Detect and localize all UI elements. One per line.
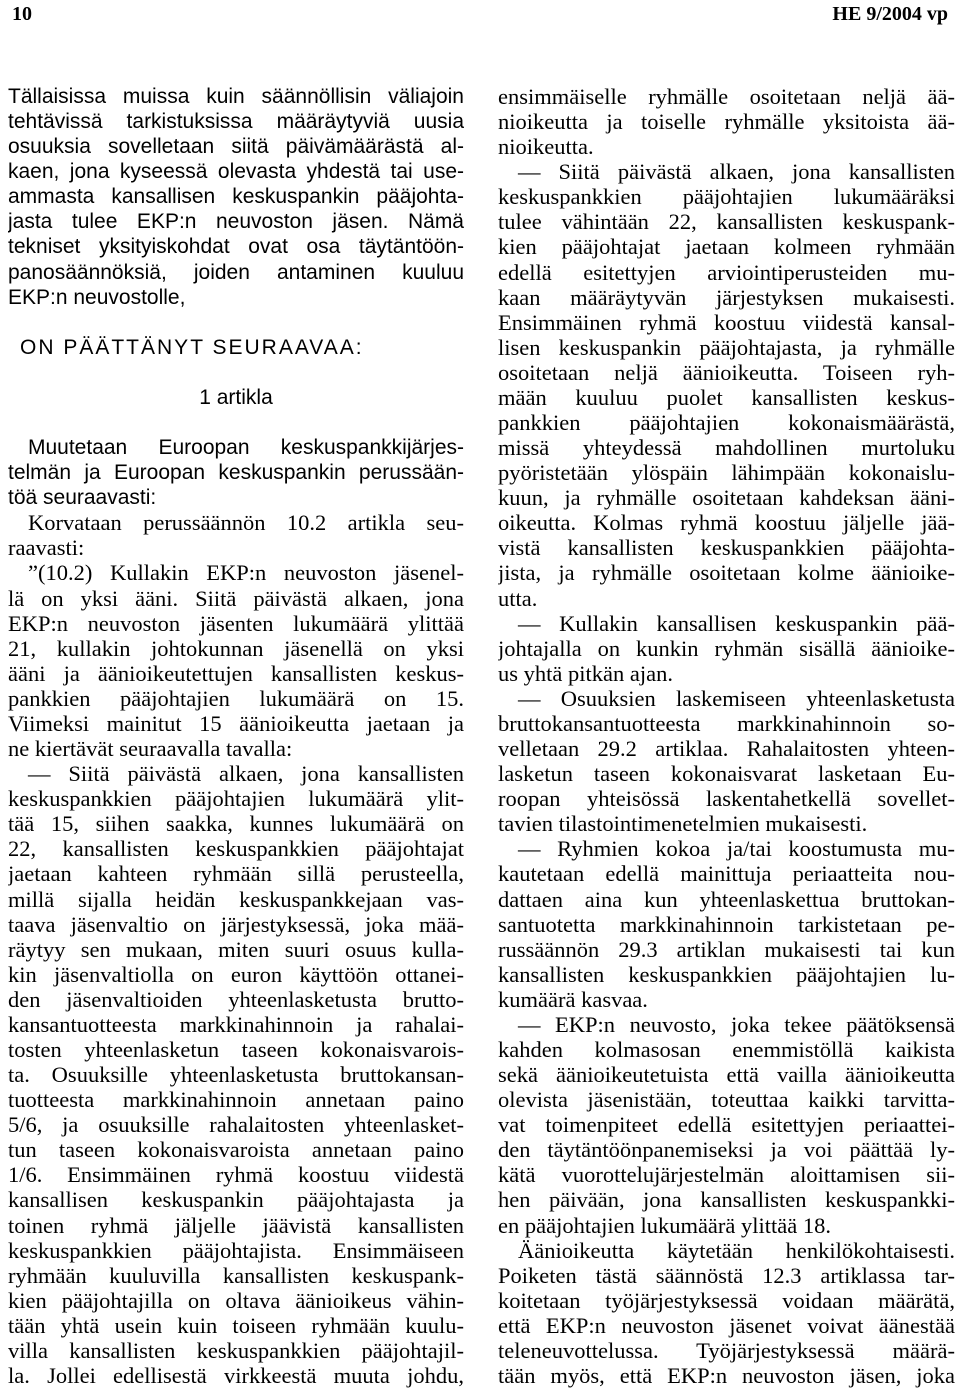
text-line: oikeutta. Kolmas ryhmä koostuu jäljelle jää- (498, 510, 955, 536)
text-line: kuun, ja ryhmälle osoitetaan kahdeksan ääni- (498, 485, 955, 511)
text-line: russäännön 29.3 artiklan mukaisesti tai kun (498, 936, 955, 962)
text-line: töä seuraavasti: (8, 486, 157, 510)
text-line: villa kansallisten keskuspankkien pääjohtajil- (8, 1337, 464, 1363)
text-line: Tällaisissa muissa kuin säännöllisin väliajoin (8, 85, 464, 108)
text-line: roopan yhteisössä laskentahetkellä sovellet- (498, 786, 955, 812)
text-line: keskuspankkien pääjohtajien lukumääräksi (498, 184, 955, 210)
text-line: — Osuuksien laskemiseen yhteenlasketusta (518, 685, 955, 711)
text-line: Ensimmäinen ryhmä koostuu viidestä kansal- (498, 309, 955, 335)
spacer (8, 360, 464, 385)
dash-item-paragraph (498, 1012, 955, 1238)
text-line: — Siitä päivästä alkaen, jona kansallisten (518, 159, 955, 185)
text-line: — Ryhmien kokoa ja/tai koostumusta mu- (518, 836, 955, 862)
text-line: Viimeksi mainitut 15 äänioikeutta jaetaan ja (8, 710, 464, 736)
spacer (8, 410, 464, 435)
text-line: hen päivään, jona kansallisten keskuspankki- (498, 1187, 955, 1213)
text-line: Muutetaan Euroopan keskuspankkijärjes- (28, 436, 464, 460)
text-line: lisen keskuspankin pääjohtajasta, ja ryhmälle (498, 334, 955, 360)
text-line: jasta tulee EKP:n neuvoston jäsen. Nämä (8, 210, 464, 234)
text-line: tulee vähintään 22, kansallisten keskuspank- (498, 209, 955, 235)
text-line: kansallisten keskuspankkien pääjohtajien lu- (498, 961, 955, 987)
quoted-article-paragraph (8, 560, 464, 761)
page-header (12, 2, 948, 26)
text-line: 21, kullakin johtokunnan jäsenellä on yksi (8, 635, 464, 661)
text-line: taava jäsenvaltio on järjestyksessä, joka mää- (8, 911, 464, 937)
decision-heading: ON PÄÄTTÄNYT SEURAAVAA: (20, 335, 364, 359)
text-line: tehtävissä tarkistuksissa määräytyviä uusia (8, 110, 464, 134)
text-line: tekniset yksityiskohdat ovat osa täytäntöön- (8, 235, 464, 259)
text-line: den jäsenvaltioiden yhteenlasketusta brutto- (8, 986, 464, 1012)
text-line: ”(10.2) Kullakin EKP:n neuvoston jäsenel- (28, 560, 464, 586)
text-line: telmän ja Euroopan keskuspankin perussään- (8, 461, 464, 485)
text-line: kansantuotteesta markkinahinnoin ja rahalai- (8, 1011, 464, 1037)
continued-paragraph (8, 84, 464, 310)
text-line: Poiketen tästä säännöstä 12.3 artiklassa tar- (498, 1262, 955, 1288)
text-line: tään myös, että EKP:n neuvoston jäsen, joka (498, 1362, 955, 1388)
text-line: — Siitä päivästä alkaen, jona kansallisten (28, 761, 464, 787)
text-line: ryhmään kuuluvilla kansallisten keskuspank- (8, 1262, 464, 1288)
text-line: 22, kansallisten keskuspankkien pääjohtajat (8, 836, 464, 862)
text-line: — EKP:n neuvosto, joka tekee päätöksensä (518, 1011, 955, 1037)
text-line: kahden kolmasosan enemmistöllä kaikista (498, 1036, 955, 1062)
text-line: — Kullakin kansallisen keskuspankin pää- (518, 610, 955, 636)
text-line: lä on yksi ääni. Siitä päivästä alkaen, jona (8, 585, 464, 611)
text-line: pankkien pääjohtajien lukumäärä on 15. (8, 685, 464, 711)
amendment-paragraph (8, 435, 464, 510)
text-line: tään yhtä usein kuin toiseen ryhmään kuulu- (8, 1312, 464, 1338)
text-line: us yhtä pitkän ajan. (498, 660, 673, 686)
text-line: osuuksia sovelletaan siitä päivämäärästä al- (8, 135, 464, 159)
text-line: santuotetta markkinahinnoin tarkistetaan pe- (498, 911, 955, 937)
text-line: pankkien pääjohtajien kokonaismäärästä, (498, 410, 955, 436)
text-line: la. Jollei edellisestä virkkeestä muuta johdu, (8, 1362, 464, 1388)
text-line: Korvataan perussäännön 10.2 artikla seu- (28, 510, 464, 536)
text-line: keskuspankkien pääjohtajista. Ensimmäiseen (8, 1237, 464, 1263)
text-line: kansallisen keskuspankin pääjohtajasta ja (8, 1187, 464, 1213)
dash-item-paragraph (498, 159, 955, 610)
dash-item-paragraph (498, 611, 955, 686)
text-line: millä sijalla heidän keskuspankkejaan vas- (8, 886, 464, 912)
text-line: keskuspankkien pääjohtajien lukumäärä ylit- (8, 786, 464, 812)
replacement-paragraph (8, 510, 464, 560)
text-line: ääni ja äänioikeutettujen kansallisten keskus- (8, 660, 464, 686)
text-line: ne kiertävät seuraavalla tavalla: (8, 736, 293, 762)
text-line: johtajalla on kunkin ryhmän sisällä äänioike- (498, 635, 955, 661)
text-line: kien pääjohtajat jaetaan kolmeen ryhmään (498, 234, 955, 260)
text-line: osoitetaan neljä äänioikeutta. Toiseen ryh- (498, 359, 955, 385)
text-line: tää 15, siihen saakka, kunnes lukumäärä on (8, 811, 464, 837)
text-line: utta. (498, 585, 538, 611)
text-line: nioikeutta. (498, 134, 594, 160)
text-line: raavasti: (8, 535, 85, 561)
document-id: HE 9/2004 vp (832, 3, 948, 25)
text-line: koitetaan työjärjestyksessä voidaan määrätä, (498, 1287, 955, 1313)
spacer (8, 310, 464, 335)
text-line: tavien tilastointimenetelmien mukaisesti. (498, 811, 868, 837)
text-line: panosäännöksiä, joiden antaminen kuuluu (8, 260, 464, 284)
text-line: lasketun taseen kokonaisvarat lasketaan Eu- (498, 761, 955, 787)
text-line: kien pääjohtajilla on oltava äänioikeus vähin- (8, 1287, 464, 1313)
text-line: EKP:n neuvoston jäsenten lukumäärä ylittää (8, 610, 464, 636)
text-line: teleneuvottelussa. Työjärjestyksessä määrä- (498, 1337, 955, 1363)
text-line: en pääjohtajien lukumäärä ylittää 18. (498, 1212, 831, 1238)
page-number: 10 (12, 3, 32, 25)
text-line: tuotteesta markkinahinnoin annetaan paino (8, 1087, 464, 1113)
text-line: velletaan 29.2 artiklaa. Rahalaitosten yhteen- (498, 736, 955, 762)
text-line: nioikeutta ja toiselle ryhmälle yksitoista ää- (498, 109, 955, 135)
text-line: mään kuuluu puolet kansallisten keskus- (498, 384, 955, 410)
text-line: kautetaan edellä mainittuja periaatteita nou- (498, 861, 955, 887)
article-title: 1 artikla (199, 385, 273, 409)
text-line: toinen ryhmä jäljelle jäävistä kansallisten (8, 1212, 464, 1238)
text-line: Äänioikeutta käytetään henkilökohtaisesti. (518, 1237, 955, 1263)
voting-paragraph (498, 1238, 955, 1388)
text-line: tosten yhteenlasketun taseen kokonaisvarois- (8, 1036, 464, 1062)
text-line: kumäärä kasvaa. (498, 986, 648, 1012)
text-line: 5/6, ja osuuksille rahalaitosten yhteenlasket- (8, 1112, 464, 1138)
dash-item-paragraph (8, 761, 464, 1388)
text-line: vistä kansallisten keskuspankkien pääjohta- (498, 535, 955, 561)
text-line: kin jäsenvaltiolla on euron käyttöön ottanei- (8, 961, 464, 987)
text-line: vat toimenpiteet edellä esitettyjen periaattei- (498, 1112, 955, 1138)
text-line: EKP:n neuvostolle, (8, 285, 186, 309)
dash-item-paragraph (498, 836, 955, 1012)
text-line: kätä vuorottelujärjestelmän aloittamisen sii- (498, 1162, 955, 1188)
dash-item-paragraph (498, 686, 955, 836)
text-line: bruttokansantuotteesta markkinahinnoin so- (498, 710, 955, 736)
text-line: että EKP:n neuvoston jäsenet voivat äänestää (498, 1312, 955, 1338)
text-line: sekä äänioikeutetuista että vailla äänioikeutta (498, 1062, 955, 1088)
text-line: tun taseen kokonaisvaroista annetaan paino (8, 1137, 464, 1163)
text-line: kaen, jona kyseessä olevasta yhdestä tai use- (8, 160, 464, 184)
text-line: dattaen aina kun yhteenlaskettua bruttokan- (498, 886, 955, 912)
text-line: kaan määräytyvän järjestyksen mukaisesti. (498, 284, 955, 310)
text-line: jista, ja ryhmälle osoitetaan kolme äänioike- (498, 560, 955, 586)
text-line: pyöristetään ylöspäin lähimpään kokonaislu- (498, 460, 955, 486)
text-line: edellä esitettyjen arviointiperusteiden mu- (498, 259, 955, 285)
text-line: den täytäntöönpanemiseksi ja voi päättää ly- (498, 1137, 955, 1163)
text-line: 1/6. Ensimmäinen ryhmä koostuu viidestä (8, 1162, 464, 1188)
text-line: ta. Osuuksille yhteenlasketusta bruttokansan- (8, 1062, 464, 1088)
text-line: missä yhteydessä mahdollinen murtoluku (498, 435, 955, 461)
text-line: räytyy sen mukaan, miten suuri osuus kulla- (8, 936, 464, 962)
right-column (498, 84, 955, 1388)
text-line: olevista jäsenistään, toteuttaa kaikki tarvitta- (498, 1087, 955, 1113)
continued-paragraph (498, 84, 955, 159)
text-line: jaetaan kahteen ryhmään sillä perusteella, (8, 861, 464, 887)
text-line: ensimmäiselle ryhmälle osoitetaan neljä ää- (498, 84, 955, 109)
left-column (8, 84, 464, 1388)
text-line: ammasta kansallisen keskuspankin pääjohta- (8, 185, 464, 209)
